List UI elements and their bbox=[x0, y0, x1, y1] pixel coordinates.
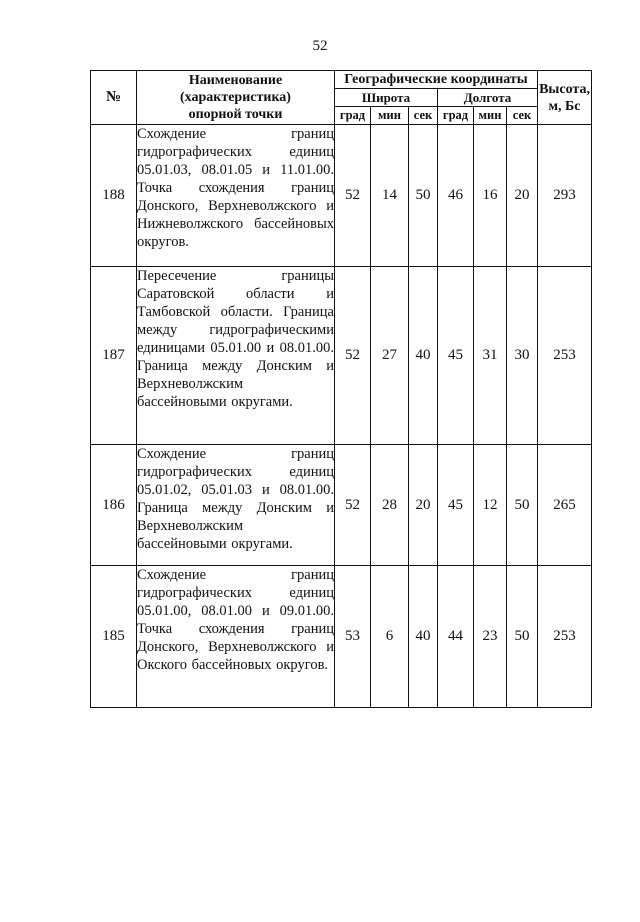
point-description: Пересечение границы Саратовской области и Тамбовской области. Граница между гидрографическими единицами 05.01.00 и 08.01.00. Граница между Донским и Верхневолжским бассейновыми округами. bbox=[137, 267, 335, 445]
page-number: 52 bbox=[312, 38, 328, 54]
header-name-line-2: (характеристика) bbox=[180, 90, 291, 105]
header-number: № bbox=[91, 71, 137, 125]
lon-sec: 30 bbox=[507, 267, 538, 445]
table-row bbox=[91, 566, 592, 708]
header-latitude: Широта bbox=[335, 89, 438, 107]
lon-min: 23 bbox=[474, 566, 507, 708]
header-row-1 bbox=[91, 71, 592, 89]
lat-sec: 40 bbox=[409, 566, 438, 708]
point-description: Схождение границ гидрографических единиц 05.01.00, 08.01.00 и 09.01.00. Точка схождения границ Донского, Верхневолжского и Окского бассейновых округов. bbox=[137, 566, 335, 708]
header-name-line-1: Наименование bbox=[188, 73, 283, 88]
height-value: 253 bbox=[538, 267, 592, 445]
point-description: Схождение границ гидрографических единиц 05.01.03, 08.01.05 и 11.01.00. Точка схождения границ Донского, Верхневолжского и Нижневолжского бассейновых округов. bbox=[137, 125, 335, 267]
header-height-line-2: м, Бс bbox=[548, 98, 581, 114]
header-name-line-3: опорной точки bbox=[188, 107, 283, 122]
height-value: 253 bbox=[538, 566, 592, 708]
lat-min: 27 bbox=[371, 267, 409, 445]
coordinates-table bbox=[90, 70, 592, 708]
table-row bbox=[91, 445, 592, 566]
lon-sec: 20 bbox=[507, 125, 538, 267]
point-number: 185 bbox=[91, 566, 137, 708]
header-height bbox=[538, 71, 592, 125]
lon-min: 16 bbox=[474, 125, 507, 267]
lat-min: 28 bbox=[371, 445, 409, 566]
header-lat-deg: град bbox=[335, 107, 371, 125]
table-row bbox=[91, 267, 592, 445]
point-number: 186 bbox=[91, 445, 137, 566]
lat-deg: 53 bbox=[335, 566, 371, 708]
header-lon-min: мин bbox=[474, 107, 507, 125]
header-lat-sec: сек bbox=[409, 107, 438, 125]
lat-sec: 50 bbox=[409, 125, 438, 267]
lon-deg: 46 bbox=[438, 125, 474, 267]
lat-min: 6 bbox=[371, 566, 409, 708]
header-name bbox=[137, 71, 335, 125]
lat-sec: 20 bbox=[409, 445, 438, 566]
lat-deg: 52 bbox=[335, 445, 371, 566]
header-lat-min: мин bbox=[371, 107, 409, 125]
header-height-line-1: Высота, bbox=[539, 81, 590, 97]
lon-sec: 50 bbox=[507, 445, 538, 566]
point-number: 188 bbox=[91, 125, 137, 267]
height-value: 265 bbox=[538, 445, 592, 566]
header-geo-coordinates: Географические координаты bbox=[335, 71, 538, 89]
point-number: 187 bbox=[91, 267, 137, 445]
header-lon-sec: сек bbox=[507, 107, 538, 125]
point-description: Схождение границ гидрографических единиц 05.01.02, 05.01.03 и 08.01.00. Граница между Донским и Верхневолжским бассейновыми округами. bbox=[137, 445, 335, 566]
header-lon-deg: град bbox=[438, 107, 474, 125]
lon-min: 31 bbox=[474, 267, 507, 445]
lat-sec: 40 bbox=[409, 267, 438, 445]
lon-deg: 44 bbox=[438, 566, 474, 708]
header-longitude: Долгота bbox=[438, 89, 538, 107]
lat-deg: 52 bbox=[335, 267, 371, 445]
lon-min: 12 bbox=[474, 445, 507, 566]
lat-min: 14 bbox=[371, 125, 409, 267]
table-row bbox=[91, 125, 592, 267]
lon-deg: 45 bbox=[438, 267, 474, 445]
lon-deg: 45 bbox=[438, 445, 474, 566]
lat-deg: 52 bbox=[335, 125, 371, 267]
height-value: 293 bbox=[538, 125, 592, 267]
lon-sec: 50 bbox=[507, 566, 538, 708]
